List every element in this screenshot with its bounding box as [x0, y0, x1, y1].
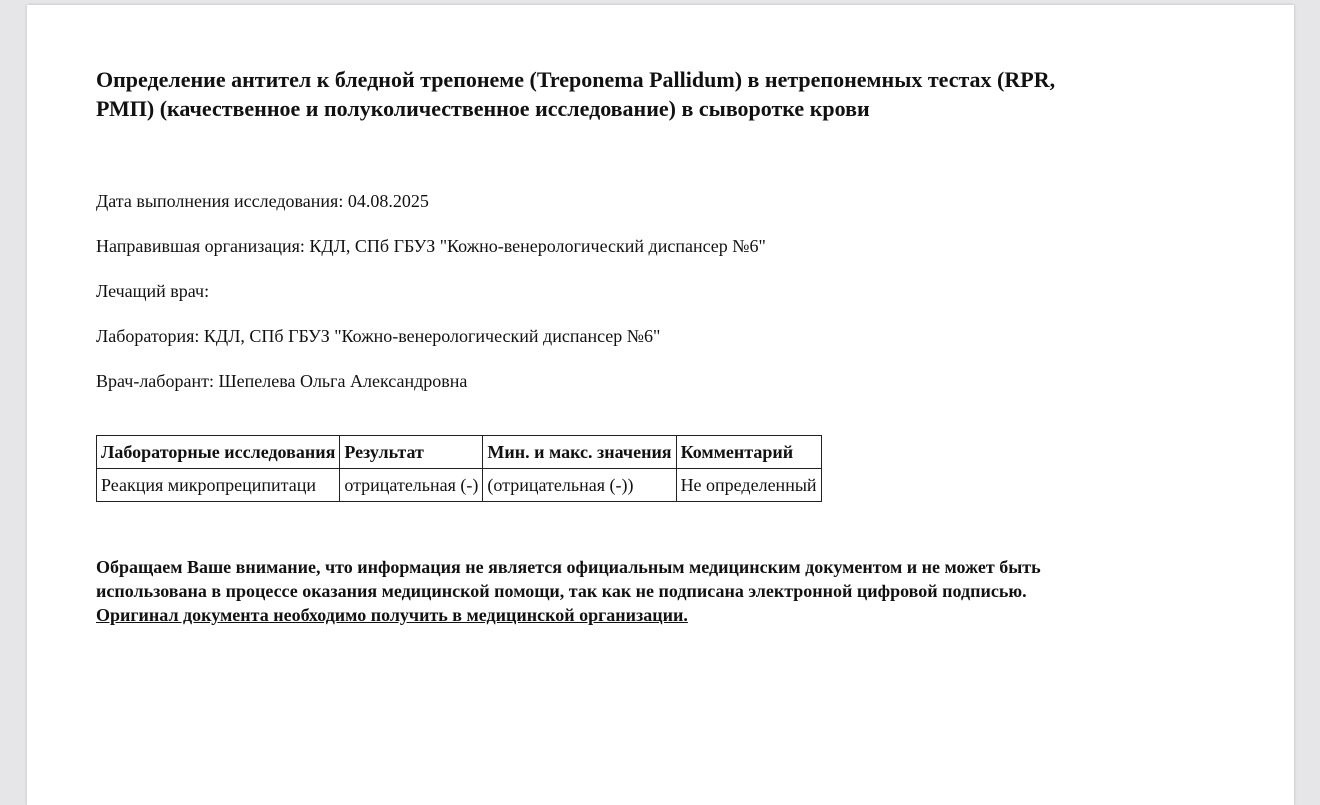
field-date	[96, 190, 766, 235]
field-referring-org-label: Направившая организация:	[96, 236, 310, 256]
cell-result: отрицательная (-)	[340, 469, 483, 502]
disclaimer-notice	[96, 555, 1216, 627]
field-date-label: Дата выполнения исследования:	[96, 191, 348, 211]
header-lab-tests: Лабораторные исследования	[97, 436, 340, 469]
title-line-1: Определение антител к бледной трепонеме (Treponema Pallidum) в нетрепонемных тестах (RPR,	[96, 67, 1056, 92]
cell-comment: Не определенный	[676, 469, 821, 502]
field-doctor-label: Лечащий врач:	[96, 281, 210, 301]
cell-reference-range: (отрицательная (-))	[483, 469, 676, 502]
field-referring-org	[96, 235, 766, 280]
field-lab-doctor	[96, 370, 766, 415]
table-header-row	[97, 436, 822, 469]
field-referring-org-value: КДЛ, СПб ГБУЗ "Кожно-венерологический диспансер №6"	[309, 236, 766, 256]
notice-line-1: Обращаем Ваше внимание, что информация не является официальным медицинским документом и не может быть	[96, 557, 1041, 577]
field-date-value: 04.08.2025	[347, 191, 429, 211]
document-page	[27, 5, 1294, 805]
field-laboratory-label: Лаборатория:	[96, 326, 204, 346]
field-doctor	[96, 280, 766, 325]
table-row	[97, 469, 822, 502]
notice-line-3: Оригинал документа необходимо получить в медицинской организации.	[96, 605, 688, 625]
header-comment: Комментарий	[676, 436, 821, 469]
field-lab-doctor-label: Врач-лаборант:	[96, 371, 219, 391]
notice-line-2: использована в процессе оказания медицинской помощи, так как не подписана электронной цифровой подписью.	[96, 581, 1027, 601]
header-result: Результат	[340, 436, 483, 469]
field-lab-doctor-value: Шепелева Ольга Александровна	[218, 371, 468, 391]
header-reference-range: Мин. и макс. значения	[483, 436, 676, 469]
field-laboratory-value: КДЛ, СПб ГБУЗ "Кожно-венерологический диспансер №6"	[203, 326, 661, 346]
title-line-2: РМП) (качественное и полуколичественное исследование) в сыворотке крови	[96, 96, 870, 121]
field-laboratory	[96, 325, 766, 370]
study-info	[96, 190, 766, 415]
document-title	[96, 65, 1186, 123]
cell-test-name: Реакция микропреципитаци	[97, 469, 340, 502]
results-table	[96, 435, 822, 502]
